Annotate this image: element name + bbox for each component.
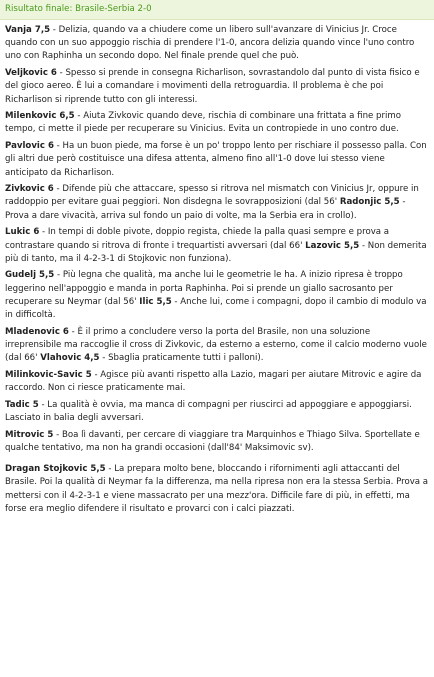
player-name: Milenkovic 6,5 xyxy=(5,111,75,122)
player-comment: - Aiuta Zivkovic quando deve, rischia di combinare una frittata a fine primo tempo, ci mette il piede per recuperare su Vinicius. Evita un contropiede in uno contro due. xyxy=(5,111,402,135)
player-name: Pavlovic 6 xyxy=(5,141,54,152)
player-name: Gudelj 5,5 xyxy=(5,270,55,281)
substitute-comment: - Non demerita più di tanto, ma il 4-2-3-1 di Stojkovic non funziona). xyxy=(5,240,427,264)
rating-gudelj xyxy=(5,269,429,322)
player-name: Tadic 5 xyxy=(5,399,39,410)
player-comment: - Ha un buon piede, ma forse è un po' troppo lento per rischiare il possesso palla. Con gli altri due però costituisce una difesa attenta, almeno fino all'1-0 dove lui stesso viene anticipato da Richarlison. xyxy=(5,141,427,178)
substitute-name: Vlahovic 4,5 xyxy=(40,353,100,364)
player-comment: - Delizia, quando va a chiudere come un libero sull'avanzare di Vinicius Jr. Croce quando con un suo appoggio rischia di prendere l'1-0, ancora delizia quando vince l'uno contro uno con Raphinha un secondo dopo. Nel finale prende quel che può. xyxy=(5,25,415,62)
player-name: Mladenovic 6 xyxy=(5,326,69,337)
player-comment: - Spesso si prende in consegna Richarlison, sovrastandolo dal punto di vista fisico e del gioco aereo. È lui a comandare i movimenti della retroguardia. Il problema è che poi Richarlison si riprende tutto con gli interessi. xyxy=(5,68,420,105)
player-name: Milinkovic-Savic 5 xyxy=(5,369,92,380)
rating-tadic xyxy=(5,399,429,425)
player-name: Veljkovic 6 xyxy=(5,68,57,79)
player-comment: - Agisce più avanti rispetto alla Lazio, magari per aiutare Mitrovic e agire da raccordo. Non ci riesce praticamente mai. xyxy=(5,369,422,394)
player-comment: - Più legna che qualità, ma anche lui le geometrie le ha. A inizio ripresa è troppo leggerino nell'appoggio e manda in porta Raphinha. Poi si prende un giallo sacrosanto per recuperare su Neymar (dal 56' xyxy=(5,270,403,307)
coach-comment: - La prepara molto bene, bloccando i rifornimenti agli attaccanti del Brasile. Poi la qualità di Neymar fa la differenza, ma nella ripresa non era la stessa Serbia. Prova a mettersi con il 4-2-3-1 e viene massacrato per una mezz'ora. Difficile fare di più, in effetti, ma forse era meglio difendere il risultato e provarci con i calci piazzati. xyxy=(5,464,429,514)
player-name: Lukic 6 xyxy=(5,227,40,238)
player-name: Mitrovic 5 xyxy=(5,429,54,440)
player-comment: - Difende più che attaccare, spesso si ritrova nel mismatch con Vinicius Jr, oppure in raddoppio per evitare guai peggiori. Non disdegna le sovrapposizioni (dal 56' xyxy=(5,184,419,208)
player-comment: - Boa lì davanti, per cercare di viaggiare tra Marquinhos e Thiago Silva. Sportellate e qualche tentativo, ma non ha grandi occasioni (dall'84' Maksimovic sv). xyxy=(5,429,420,453)
player-comment: - La qualità è ovvia, ma manca di compagni per riuscirci ad appoggiare e appoggiarsi. Lasciato in balia degli avversari. xyxy=(5,399,412,423)
rating-zivkovic xyxy=(5,183,429,223)
substitute-comment: - Sbaglia praticamente tutti i palloni). xyxy=(99,353,264,364)
player-comment: - In tempi di doble pivote, doppio regista, chiede la palla quasi sempre e prova a contrastare quando si ritrova di fronte i trequartisti avversari (dal 66' xyxy=(5,227,390,251)
rating-lukic xyxy=(5,226,429,266)
player-name: Zivkovic 6 xyxy=(5,184,54,195)
player-comment: - È il primo a concludere verso la porta del Brasile, non una soluzione irreprensibile ma raccoglie il cross di Zivkovic, da esterno a esterno, come il calcio moderno vuole (dal 66' xyxy=(5,326,427,364)
result-header xyxy=(0,0,434,20)
substitute-name: Ilic 5,5 xyxy=(139,296,172,307)
substitute-name: Radonjic 5,5 xyxy=(339,197,400,208)
result-title: Risultato finale: Brasile-Serbia 2-0 xyxy=(5,4,152,14)
coach-name: Dragan Stojkovic 5,5 xyxy=(5,464,106,475)
substitute-comment: - Anche lui, come i compagni, dopo il cambio di modulo va in difficoltà. xyxy=(5,296,427,321)
substitute-name: Lazovic 5,5 xyxy=(305,240,360,251)
substitute-comment: - Prova a dare vivacità, arriva sul fondo un paio di volte, ma la Serbia era in crollo). xyxy=(5,197,406,221)
rating-mladenovic xyxy=(5,326,429,366)
player-name: Vanja 7,5 xyxy=(5,25,51,35)
rating-mitrovic xyxy=(5,429,429,455)
rating-pavlovic xyxy=(5,140,429,180)
rating-vanja xyxy=(5,24,429,64)
rating-milinkovic-savic xyxy=(5,369,429,395)
player-ratings xyxy=(0,24,434,516)
rating-milenkovic xyxy=(5,110,429,136)
rating-veljkovic xyxy=(5,67,429,107)
rating-coach-stojkovic xyxy=(5,463,429,516)
